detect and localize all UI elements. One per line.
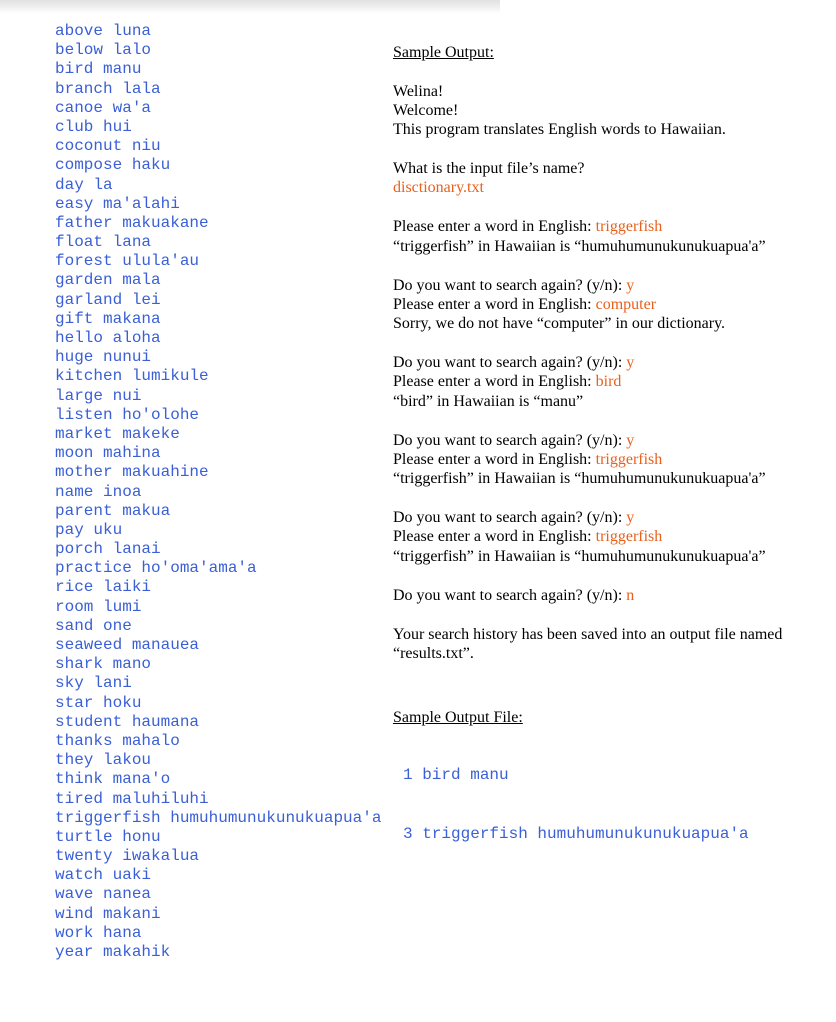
dictionary-entry: hello aloha xyxy=(55,329,161,347)
user-input-1: triggerfish xyxy=(595,218,663,235)
dictionary-entry: father makuakane xyxy=(55,213,209,232)
file-prompt: What is the input file’s name? xyxy=(393,160,585,177)
dictionary-entry: gift makana xyxy=(55,309,161,328)
dictionary-entry: large nui xyxy=(55,386,142,405)
dictionary-entry: sand one xyxy=(55,616,132,635)
dictionary-entry: room lumi xyxy=(55,597,142,616)
user-answer-4: y xyxy=(626,509,635,526)
dictionary-entry: star hoku xyxy=(55,693,142,712)
dictionary-entry: huge nunui xyxy=(55,348,152,367)
dictionary-entry: twenty iwakalua xyxy=(55,847,200,866)
result-5: “triggerfish” in Hawaiian is “humuhumunukunukuapua'a” xyxy=(393,548,766,565)
enter-prompt-line-1 xyxy=(393,217,662,237)
dictionary-entry: shark mano xyxy=(55,655,152,674)
enter-prompt: Please enter a word in English: xyxy=(393,528,596,545)
dictionary-entry: think mana'o xyxy=(55,770,171,789)
dictionary-entry: wind makani xyxy=(55,904,161,923)
sample-file-content xyxy=(403,727,749,883)
file-line-2: 3 triggerfish humuhumunukunukuapua'a xyxy=(403,824,749,843)
dictionary-entry: parent makua xyxy=(55,501,171,520)
again-prompt: Do you want to search again? (y/n): xyxy=(393,354,627,371)
dictionary-entry: rice laiki xyxy=(55,578,152,597)
dictionary-entry: bird manu xyxy=(55,60,142,79)
sample-file-heading: Sample Output File: xyxy=(393,709,523,726)
intro-text: This program translates English words to Hawaiian. xyxy=(393,121,726,138)
dictionary-entry: coconut niu xyxy=(55,137,161,156)
again-prompt-line-4 xyxy=(393,508,634,528)
sample-output-heading: Sample Output: xyxy=(393,44,494,61)
user-answer-1: y xyxy=(626,277,635,294)
dictionary-entry: market makeke xyxy=(55,424,180,443)
again-prompt-line-5 xyxy=(393,586,634,606)
dictionary-entry: student haumana xyxy=(55,712,200,731)
user-answer-3: y xyxy=(626,432,635,449)
dictionary-list xyxy=(55,22,381,962)
saved-message-line-2: “results.txt”. xyxy=(393,645,474,662)
dictionary-entry: sky lani xyxy=(55,674,132,693)
dictionary-entry: garland lei xyxy=(55,290,161,309)
file-line-1: 1 bird manu xyxy=(403,766,509,784)
dictionary-entry: garden mala xyxy=(55,271,161,290)
dictionary-entry: name inoa xyxy=(55,482,142,501)
dictionary-entry: easy ma'alahi xyxy=(55,194,180,213)
dictionary-entry: listen ho'olohe xyxy=(55,405,200,424)
dictionary-entry: pay uku xyxy=(55,520,123,539)
dictionary-entry: kitchen lumikule xyxy=(55,367,209,386)
result-1: “triggerfish” in Hawaiian is “humuhumunukunukuapua'a” xyxy=(393,238,766,255)
file-input: disctionary.txt xyxy=(393,179,484,196)
dictionary-entry: practice ho'oma'ama'a xyxy=(55,559,257,578)
dictionary-entry: thanks mahalo xyxy=(55,731,180,750)
again-prompt-line-1 xyxy=(393,276,634,296)
dictionary-entry: compose haku xyxy=(55,156,171,175)
again-prompt: Do you want to search again? (y/n): xyxy=(393,277,627,294)
again-prompt-line-2 xyxy=(393,353,634,373)
enter-prompt-line-3 xyxy=(393,372,621,392)
enter-prompt: Please enter a word in English: xyxy=(393,296,596,313)
enter-prompt-line-5 xyxy=(393,527,662,547)
user-input-3: bird xyxy=(595,373,622,390)
dictionary-entry: below lalo xyxy=(55,41,152,60)
dictionary-entry: club hui xyxy=(55,117,132,136)
enter-prompt: Please enter a word in English: xyxy=(393,451,596,468)
dictionary-entry: watch uaki xyxy=(55,866,152,885)
dictionary-entry: branch lala xyxy=(55,79,161,98)
dictionary-entry: float lana xyxy=(55,233,152,252)
again-prompt: Do you want to search again? (y/n): xyxy=(393,432,627,449)
user-input-5: triggerfish xyxy=(595,528,663,545)
dictionary-entry: moon mahina xyxy=(55,444,161,463)
dictionary-entry: mother makuahine xyxy=(55,463,209,482)
dictionary-entry: seaweed manauea xyxy=(55,636,200,654)
dictionary-entry: work hana xyxy=(55,923,142,942)
user-input-2: computer xyxy=(595,296,657,313)
dictionary-entry: wave nanea xyxy=(55,885,152,904)
saved-message-line-1: Your search history has been saved into an output file named xyxy=(393,626,783,643)
enter-prompt-line-2 xyxy=(393,295,656,315)
dictionary-entry: tired maluhiluhi xyxy=(55,789,209,808)
enter-prompt-line-4 xyxy=(393,450,662,470)
dictionary-entry: canoe wa'a xyxy=(55,98,152,117)
user-answer-5: n xyxy=(626,587,635,604)
greeting-english: Welcome! xyxy=(393,102,459,119)
again-prompt-line-3 xyxy=(393,431,634,451)
result-3: “bird” in Hawaiian is “manu” xyxy=(393,393,584,410)
result-4: “triggerfish” in Hawaiian is “humuhumunukunukuapua'a” xyxy=(393,470,766,487)
enter-prompt: Please enter a word in English: xyxy=(393,373,596,390)
enter-prompt: Please enter a word in English: xyxy=(393,218,596,235)
user-input-4: triggerfish xyxy=(595,451,663,468)
again-prompt: Do you want to search again? (y/n): xyxy=(393,509,627,526)
dictionary-entry: turtle honu xyxy=(55,827,161,846)
again-prompt: Do you want to search again? (y/n): xyxy=(393,587,627,604)
user-answer-2: y xyxy=(626,354,635,371)
dictionary-entry: day la xyxy=(55,175,113,194)
dictionary-entry: triggerfish humuhumunukunukuapua'a xyxy=(55,808,382,827)
greeting-hawaiian: Welina! xyxy=(393,83,444,100)
dictionary-entry: forest ulula'au xyxy=(55,252,200,271)
page-top-shadow xyxy=(0,0,500,14)
dictionary-entry: year makahik xyxy=(55,943,171,961)
dictionary-entry: porch lanai xyxy=(55,540,161,559)
dictionary-entry: above luna xyxy=(55,22,152,40)
result-2: Sorry, we do not have “computer” in our dictionary. xyxy=(393,315,726,332)
dictionary-entry: they lakou xyxy=(55,751,152,770)
